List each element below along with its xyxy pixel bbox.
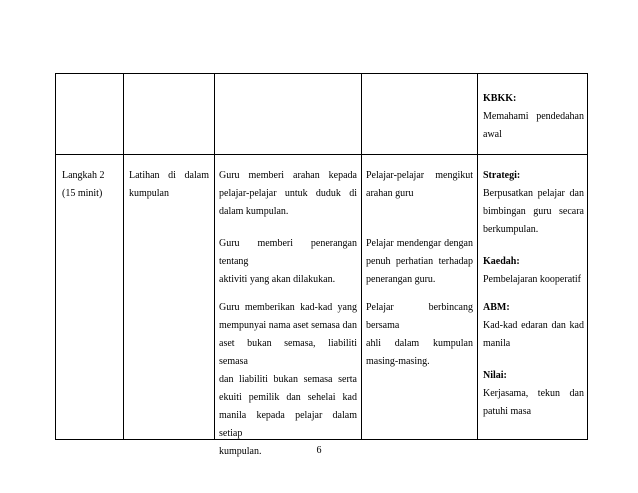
- abm-text-line: Kad-kad edaran dan kad: [483, 320, 584, 331]
- teacher-text-line: Guru memberikan kad-kad yang: [219, 302, 357, 313]
- student-text-line: Pelajar mendengar dengan: [366, 238, 473, 249]
- column-divider: [361, 74, 362, 439]
- content-cell: [129, 167, 209, 203]
- teacher-text-line: pelajar-pelajar untuk duduk di: [219, 188, 357, 199]
- student-text-line: ahli dalam kumpulan: [366, 338, 473, 349]
- step-label: Langkah 2: [62, 170, 105, 181]
- abm-block: [483, 299, 584, 353]
- page-number: 6: [316, 445, 322, 456]
- content-text-line: kumpulan: [129, 188, 169, 199]
- student-text-line: Pelajar-pelajar mengikut: [366, 170, 473, 181]
- teacher-text-line: dalam kumpulan.: [219, 206, 289, 217]
- teacher-activity-p3: [219, 299, 357, 461]
- values-title: Nilai:: [483, 370, 507, 381]
- student-text-line: Pelajar berbincang bersama: [366, 302, 473, 331]
- teacher-text-line: Guru memberi penerangan tentang: [219, 238, 357, 267]
- teacher-activity-p1: [219, 167, 357, 221]
- teacher-text-line: aset bukan semasa, liabiliti semasa: [219, 338, 357, 367]
- step-duration: (15 minit): [62, 188, 103, 199]
- student-activity-p3: [366, 299, 473, 371]
- student-text-line: penerangan guru.: [366, 274, 436, 285]
- teacher-text-line: ekuiti pemilik dan sehelai kad: [219, 392, 357, 403]
- student-text-line: penuh perhatian terhadap: [366, 256, 473, 267]
- lesson-plan-table: [55, 73, 588, 457]
- teacher-text-line: aktiviti yang akan dilakukan.: [219, 274, 336, 285]
- abm-text-line: manila: [483, 338, 511, 349]
- student-text-line: arahan guru: [366, 188, 414, 199]
- strategy-text-line: berkumpulan.: [483, 224, 539, 235]
- kbkk-title: KBKK:: [483, 93, 517, 104]
- teacher-text-line: Guru memberi arahan kepada: [219, 170, 357, 181]
- abm-title: ABM:: [483, 302, 510, 313]
- method-block: [483, 253, 584, 289]
- method-text-line: Pembelajaran kooperatif: [483, 274, 582, 285]
- column-divider: [123, 74, 124, 439]
- kbkk-text-line: awal: [483, 129, 502, 140]
- step-cell: [62, 167, 120, 203]
- values-text-line: Kerjasama, tekun dan: [483, 388, 584, 399]
- teacher-text-line: mempunyai nama aset semasa dan: [219, 320, 357, 331]
- values-block: [483, 367, 584, 421]
- kbkk-text-line: Memahami pendedahan: [483, 111, 584, 122]
- teacher-text-line: kumpulan.: [219, 446, 262, 457]
- student-text-line: masing-masing.: [366, 356, 430, 367]
- strategy-block: [483, 167, 584, 239]
- strategy-text-line: Berpusatkan pelajar dan: [483, 188, 584, 199]
- values-text-line: patuhi masa: [483, 406, 532, 417]
- strategy-title: Strategi:: [483, 170, 521, 181]
- student-activity-p2: [366, 235, 473, 289]
- student-activity-p1: [366, 167, 473, 203]
- teacher-activity-p2: [219, 235, 357, 289]
- column-divider: [477, 74, 478, 439]
- teacher-text-line: manila kepada pelajar dalam setiap: [219, 410, 357, 439]
- method-title: Kaedah:: [483, 256, 520, 267]
- teacher-text-line: dan liabiliti bukan semasa serta: [219, 374, 357, 385]
- content-text-line: Latihan di dalam: [129, 170, 209, 181]
- column-divider: [214, 74, 215, 439]
- strategy-text-line: bimbingan guru secara: [483, 206, 584, 217]
- kbkk-cell: [483, 90, 584, 144]
